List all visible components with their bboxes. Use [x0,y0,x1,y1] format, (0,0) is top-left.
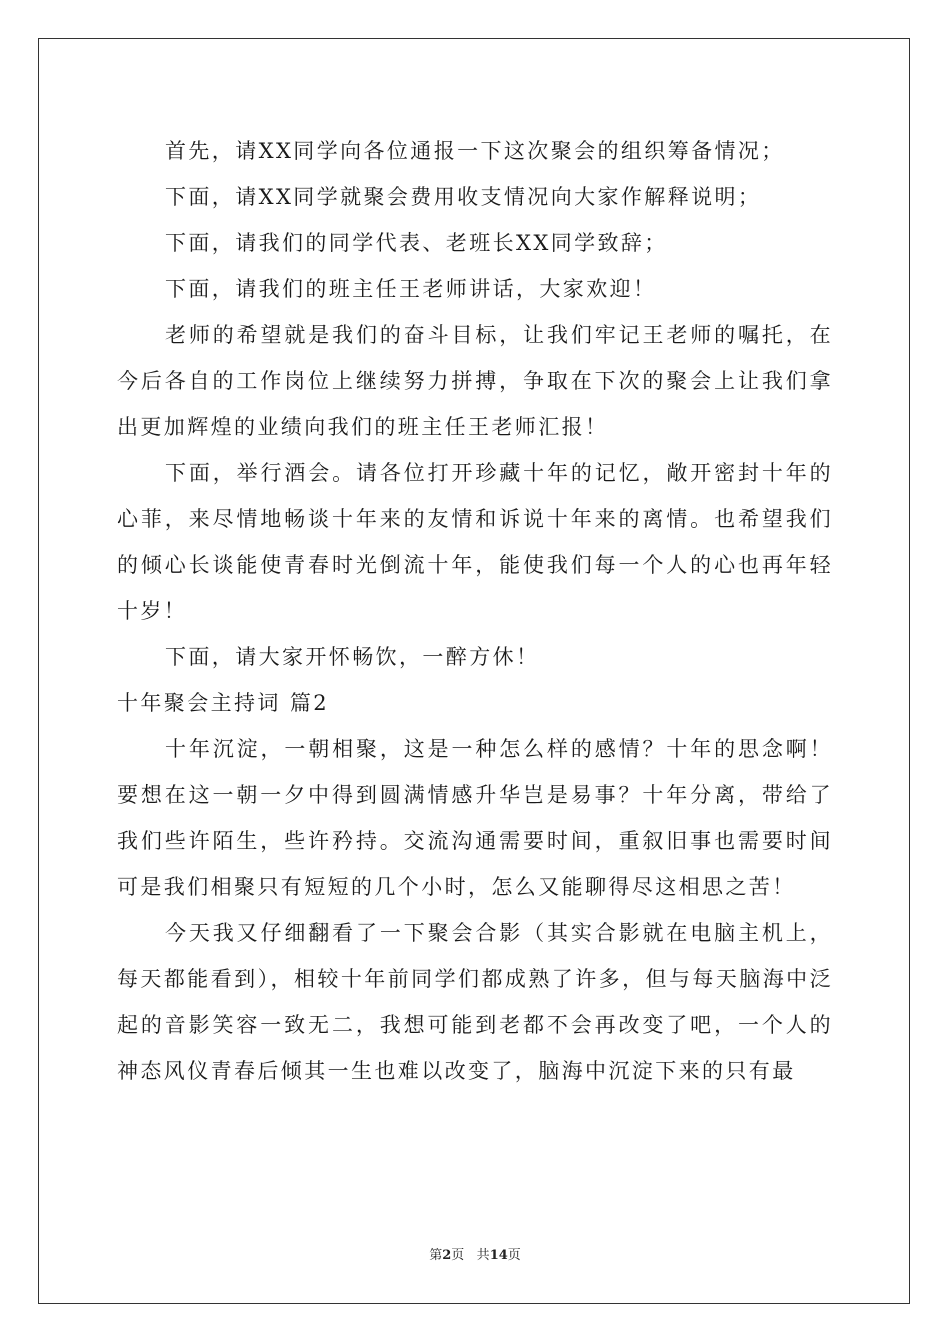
total-pages-number: 14 [489,1248,508,1263]
paragraph: 下面，请XX同学就聚会费用收支情况向大家作解释说明； [165,185,762,209]
page-footer [0,1244,950,1263]
paragraph: 首先，请XX同学向各位通报一下这次聚会的组织筹备情况； [165,139,785,163]
footer-page-suffix: 页 [451,1248,465,1263]
footer-total-suffix: 页 [507,1248,521,1263]
paragraph: 下面，请我们的班主任王老师讲话，大家欢迎！ [165,277,657,301]
paragraph: 十年沉淀，一朝相聚，这是一种怎么样的感情？十年的思念啊！要想在这一朝一夕中得到圆满情感升华岂是易事？十年分离，带给了我们些许陌生，些许矜持。交流沟通需要时间，重叙旧事也需要时间可是我们相聚只有短短的几个小时，怎么又能聊得尽这相思之苦！ [117,737,833,899]
section-heading: 十年聚会主持词 篇2 [117,691,330,715]
current-page-number: 2 [442,1248,452,1263]
paragraph: 老师的希望就是我们的奋斗目标，让我们牢记王老师的嘱托，在今后各自的工作岗位上继续努力拼搏，争取在下次的聚会上让我们拿出更加辉煌的业绩向我们的班主任王老师汇报！ [117,323,833,439]
footer-total-prefix: 共 [476,1248,490,1263]
paragraph: 下面，举行酒会。请各位打开珍藏十年的记忆，敞开密封十年的心菲，来尽情地畅谈十年来的友情和诉说十年来的离情。也希望我们的倾心长谈能使青春时光倒流十年，能使我们每一个人的心也再年轻十岁！ [117,461,833,623]
paragraph: 下面，请大家开怀畅饮，一醉方休！ [165,645,540,669]
paragraph: 下面，请我们的同学代表、老班长XX同学致辞； [165,231,668,255]
paragraph: 今天我又仔细翻看了一下聚会合影（其实合影就在电脑主机上，每天都能看到），相较十年前同学们都成熟了许多，但与每天脑海中泛起的音影笑容一致无二，我想可能到老都不会再改变了吧，一个人的神态风仪青春后倾其一生也难以改变了，脑海中沉淀下来的只有最 [117,921,833,1083]
footer-prefix: 第 [429,1248,443,1263]
document-body [117,128,833,1094]
